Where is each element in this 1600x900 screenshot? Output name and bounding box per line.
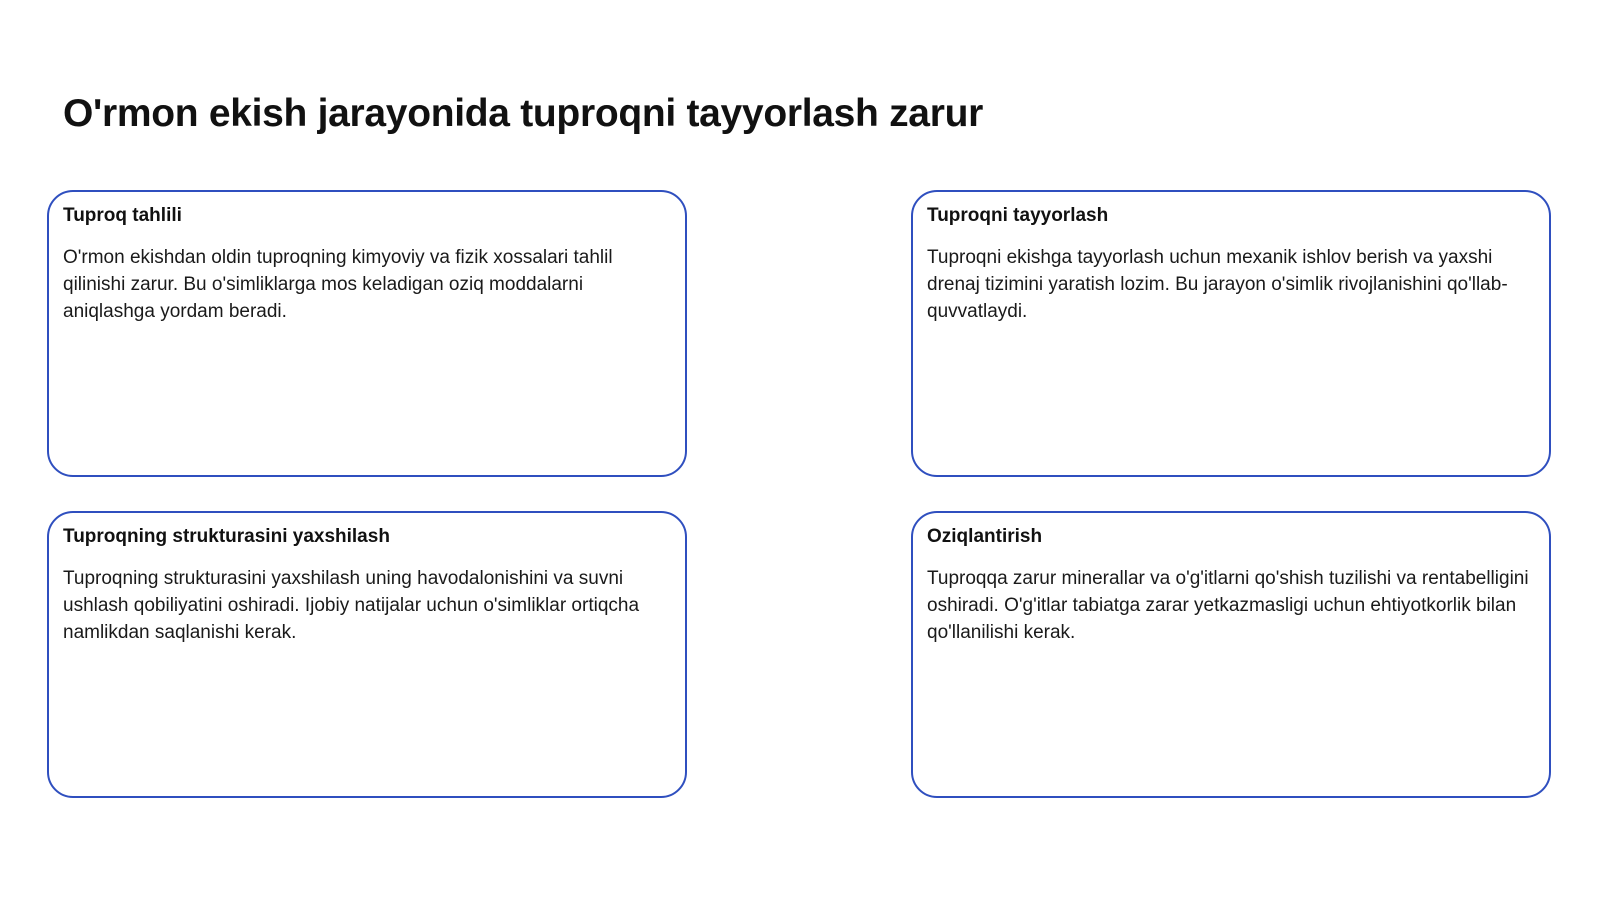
card-soil-preparation <box>911 190 1551 477</box>
card-body: O'rmon ekishdan oldin tuproqning kimyoviy va fizik xossalari tahlil qilinishi zarur. Bu o'simliklarga mos keladigan oziq moddalarni aniqlashga yordam beradi. <box>63 247 613 322</box>
card-body: Tuproqqa zarur minerallar va o'g'itlarni qo'shish tuzilishi va rentabelligini oshiradi. O'g'itlar tabiatga zarar yetkazmasligi uchun ehtiyotkorlik bilan qo'llanilishi kerak. <box>927 568 1529 643</box>
card-soil-structure <box>47 511 687 798</box>
card-heading: Tuproq tahlili <box>63 205 182 226</box>
card-fertilization <box>911 511 1551 798</box>
card-heading: Tuproqning strukturasini yaxshilash <box>63 526 390 547</box>
card-body: Tuproqning strukturasini yaxshilash uning havodalonishini va suvni ushlash qobiliyatini oshiradi. Ijobiy natijalar uchun o'simliklar ortiqcha namlikdan saqlanishi kerak. <box>63 568 640 643</box>
card-soil-analysis <box>47 190 687 477</box>
slide-title: O'rmon ekish jarayonida tuproqni tayyorlash zarur <box>63 92 983 135</box>
card-body: Tuproqni ekishga tayyorlash uchun mexanik ishlov berish va yaxshi drenaj tizimini yaratish lozim. Bu jarayon o'simlik rivojlanishini qo'llab-quvvatlaydi. <box>927 247 1508 322</box>
card-heading: Oziqlantirish <box>927 526 1043 547</box>
card-heading: Tuproqni tayyorlash <box>927 205 1109 226</box>
